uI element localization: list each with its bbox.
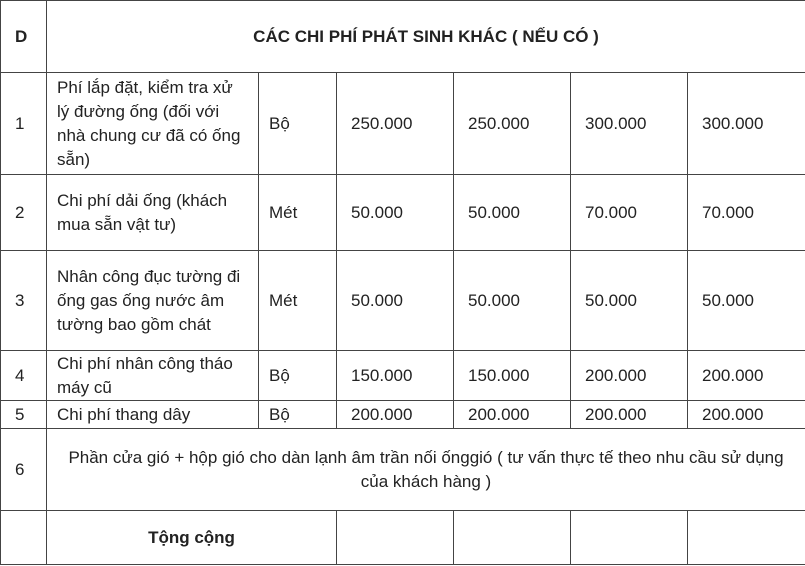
row-value-3: 200.000 (571, 351, 688, 401)
row-unit: Bộ (259, 351, 337, 401)
row-number: 2 (1, 175, 47, 251)
header-row (1, 1, 805, 73)
table-title: CÁC CHI PHÍ PHÁT SINH KHÁC ( NẾU CÓ ) (47, 1, 805, 73)
row-value-4: 300.000 (688, 73, 805, 175)
row-value-3: 70.000 (571, 175, 688, 251)
total-row (1, 511, 805, 565)
row-number: 5 (1, 401, 47, 429)
row-value-1: 250.000 (337, 73, 454, 175)
row-value-1: 50.000 (337, 251, 454, 351)
row-value-2: 150.000 (454, 351, 571, 401)
row-value-4: 200.000 (688, 351, 805, 401)
table-row (1, 351, 805, 401)
header-col-id: D (1, 1, 47, 73)
table-row (1, 175, 805, 251)
row-value-4: 70.000 (688, 175, 805, 251)
row-value-3: 50.000 (571, 251, 688, 351)
table-row (1, 251, 805, 351)
row-unit: Mét (259, 175, 337, 251)
total-cell-3 (571, 511, 688, 565)
row-value-3: 200.000 (571, 401, 688, 429)
row-value-2: 250.000 (454, 73, 571, 175)
row-value-4: 50.000 (688, 251, 805, 351)
row-number: 6 (1, 429, 47, 511)
row-value-4: 200.000 (688, 401, 805, 429)
row-description: Chi phí thang dây (47, 401, 259, 429)
row-unit: Bộ (259, 401, 337, 429)
row-value-2: 50.000 (454, 175, 571, 251)
row-merged-note: Phần cửa gió + hộp gió cho dàn lạnh âm trần nối ốnggió ( tư vấn thực tế theo nhu cầu sử dụng của khách hàng ) (47, 429, 805, 511)
row-value-1: 150.000 (337, 351, 454, 401)
row-value-2: 200.000 (454, 401, 571, 429)
table-row (1, 73, 805, 175)
total-empty-cell (1, 511, 47, 565)
row-description: Phí lắp đặt, kiểm tra xử lý đường ống (đối với nhà chung cư đã có ống sẵn) (47, 73, 259, 175)
row-value-1: 200.000 (337, 401, 454, 429)
row-number: 3 (1, 251, 47, 351)
row-number: 1 (1, 73, 47, 175)
row-description: Chi phí dải ống (khách mua sẵn vật tư) (47, 175, 259, 251)
row-number: 4 (1, 351, 47, 401)
table-row-merged (1, 429, 805, 511)
total-cell-4 (688, 511, 805, 565)
row-value-2: 50.000 (454, 251, 571, 351)
row-description: Nhân công đục tường đi ống gas ống nước âm tường bao gồm chát (47, 251, 259, 351)
row-unit: Bộ (259, 73, 337, 175)
total-label: Tộng cộng (47, 511, 337, 565)
row-value-3: 300.000 (571, 73, 688, 175)
row-unit: Mét (259, 251, 337, 351)
row-value-1: 50.000 (337, 175, 454, 251)
row-description: Chi phí nhân công tháo máy cũ (47, 351, 259, 401)
total-cell-1 (337, 511, 454, 565)
table-row (1, 401, 805, 429)
total-cell-2 (454, 511, 571, 565)
